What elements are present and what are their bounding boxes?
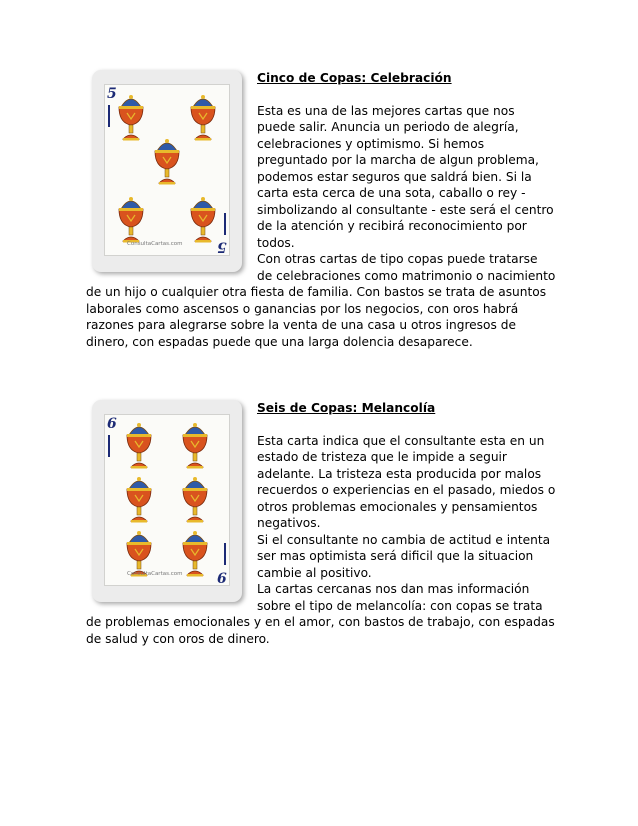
cup-icon (189, 195, 217, 247)
section-paragraph: Esta es una de las mejores cartas que nos puede salir. Anuncia un periodo de alegría, celebraciones y optimismo. Si hemos preguntado por la marcha de algun problema, podemos estar seguros que saldrá bien. Si la carta esta cerca de una sota, caballo o rey - simbolizando al consultante - este será el centro de la atención y recibirá reconocimiento por todos. (257, 103, 554, 250)
section-title: Seis de Copas: Melancolía (257, 401, 436, 415)
section-paragraph: Con otras cartas de tipo copas puede tratarse de celebraciones como matrimonio o nacimiento de un hijo o cualquier otra fiesta de familia. Con bastos se trata de asuntos laborales como ascensos o ganancias por los negocios, con oros habrá razones para alegrarse sobre la venta de una casa u otros ingresos de dinero, con espadas puede que una larga dolencia desaparece. (86, 252, 556, 349)
card-edge-mark (224, 213, 226, 235)
card-watermark: ConsultaCartas.com (127, 240, 183, 247)
card-number-bottom: 5 (217, 238, 227, 254)
cup-icon (153, 137, 181, 189)
section-paragraph: Esta carta indica que el consultante esta en un estado de tristeza que le impide a seguir adelante. La tristeza esta producida por malos recuerdos o experiencias en el pasado, miedos o otros problemas emocionales y pensamientos negativos. (257, 433, 556, 530)
card-number-top: 5 (107, 86, 117, 102)
card-image-wrapper (86, 400, 254, 602)
card-face (104, 414, 230, 586)
cup-icon (181, 529, 209, 581)
section-paragraph: La cartas cercanas nos dan mas información sobre el tipo de melancolía: con copas se trata de problemas emocionales y en el amor, con bastos de trabajo, con espadas de salud y con oros de dinero. (86, 582, 555, 646)
card-cinco-de-copas (92, 70, 242, 272)
cup-icon (125, 421, 153, 473)
card-edge-mark (108, 435, 110, 457)
section-title: Cinco de Copas: Celebración (257, 71, 452, 85)
section-cinco-de-copas (86, 70, 556, 350)
card-image-wrapper (86, 70, 254, 272)
section-seis-de-copas (86, 400, 556, 647)
card-watermark: ConsultaCartas.com (127, 570, 183, 577)
card-seis-de-copas (92, 400, 242, 602)
card-number-top: 6 (107, 416, 117, 432)
section-paragraph: Si el consultante no cambia de actitud e intenta ser mas optimista será dificil que la situacion cambie al positivo. (257, 532, 551, 580)
cup-icon (189, 93, 217, 145)
cup-icon (181, 475, 209, 527)
cup-icon (117, 93, 145, 145)
card-edge-mark (224, 543, 226, 565)
card-number-bottom: 9 (217, 568, 227, 584)
cup-icon (181, 421, 209, 473)
card-edge-mark (108, 105, 110, 127)
card-face (104, 84, 230, 256)
cup-icon (125, 475, 153, 527)
